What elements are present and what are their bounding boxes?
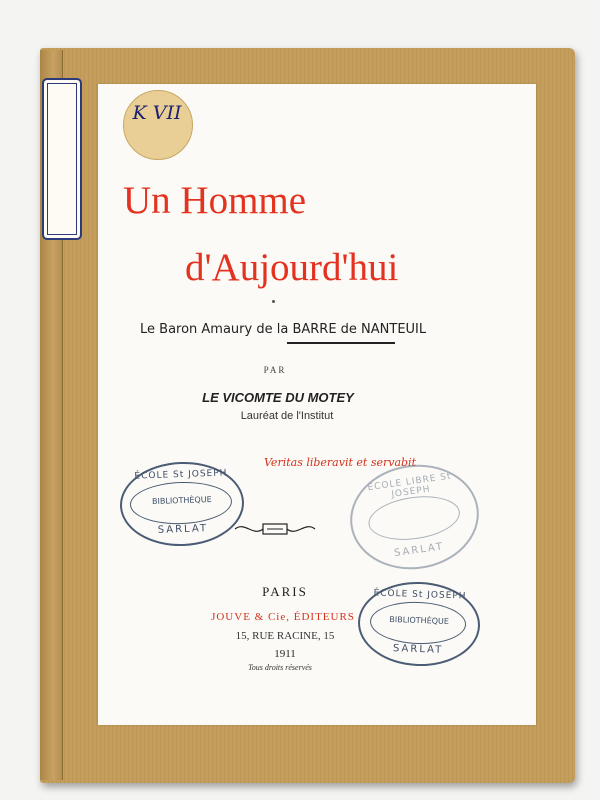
publisher-address: 15, RUE RACINE, 15: [235, 630, 335, 642]
stamp-top-text: ÉCOLE LIBRE St JOSEPH: [367, 471, 453, 500]
title-line-2: d'Aujourd'hui: [185, 246, 399, 289]
publication-year: 1911: [274, 648, 296, 660]
publisher: JOUVE & Cie, ÉDITEURS: [211, 611, 355, 623]
ornament-icon: [233, 521, 317, 537]
rights-notice: Tous droits réservés: [248, 663, 312, 672]
publication-city: PARIS: [262, 584, 308, 599]
ornament-dot: [272, 300, 275, 303]
stamp-middle-text: BIBLIOTHÈQUE: [151, 494, 212, 507]
call-number: K VII: [132, 102, 182, 124]
spine-label: [42, 78, 82, 240]
title-line-1: Un Homme: [123, 179, 307, 222]
motto: Veritas liberavit et servabit: [264, 456, 416, 469]
call-number-sticker: [123, 90, 193, 160]
subtitle: Le Baron Amaury de la BARRE de NANTEUIL: [140, 322, 427, 337]
stamp-top-text: ÉCOLE St JOSEPH: [134, 468, 228, 482]
author-note: Lauréat de l'Institut: [240, 410, 334, 422]
stamp-middle-text: BIBLIOTHÈQUE: [389, 614, 450, 627]
author: LE VICOMTE DU MOTEY: [202, 390, 354, 405]
handwritten-underline: [287, 342, 395, 344]
stamp-bottom-text: SARLAT: [392, 643, 444, 656]
par-label: PAR: [263, 365, 287, 375]
stamp-bottom-text: SARLAT: [157, 523, 209, 536]
stamp-top-text: ÉCOLE St JOSEPH: [373, 588, 467, 602]
stamp-bottom-text: SARLAT: [393, 541, 445, 560]
